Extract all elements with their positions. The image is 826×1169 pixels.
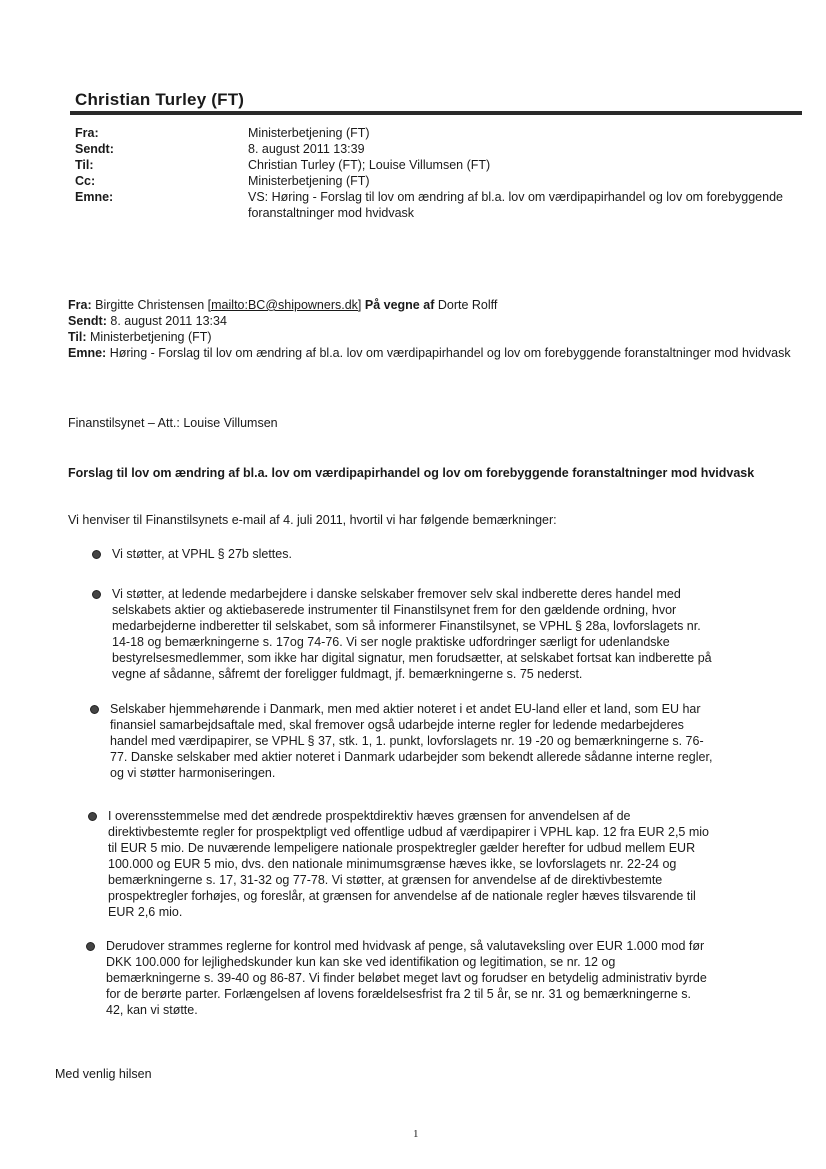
bullet-dot-icon: [90, 705, 99, 714]
fwd-sendt-value: 8. august 2011 13:34: [110, 314, 227, 328]
fwd-emne-line: [68, 345, 798, 361]
fwd-sendt-label: Sendt:: [68, 314, 107, 328]
subject-heading: Forslag til lov om ændring af bl.a. lov om værdipapirhandel og lov om forebyggende foranstaltninger mod hvidvask: [68, 466, 755, 480]
sender-name: Christian Turley (FT): [75, 90, 245, 109]
emne-label: Emne:: [75, 190, 114, 204]
bullet-dot-icon: [88, 812, 97, 821]
forwarded-header: [68, 297, 798, 361]
til-label: Til:: [75, 158, 94, 172]
fwd-fra-line: [68, 297, 798, 313]
bullet-text: Vi støtter, at VPHL § 27b slettes.: [112, 547, 292, 561]
fwd-on-behalf-label: På vegne af: [364, 298, 435, 312]
fwd-email-link[interactable]: [mailto:BC@shipowners.dk]: [207, 298, 362, 312]
fra-label: Fra:: [75, 126, 99, 140]
fwd-sendt-line: [68, 313, 798, 329]
bullet-text: Vi støtter, at ledende medarbejdere i danske selskaber fremover selv skal indberette deres handel med selskabets aktier og aktiebaserede instrumenter til Finanstilsynet frem for den gældende ordning, hvor medarbejderne indberetter til selskabet, som så informerer Finanstilsynet, se VPHL § 28a, lovforslagets nr. 14-18 og bemærkningerne s. 17og 74-76. Vi ser nogle praktiske udfordringer særligt for udenlandske bestyrelsesmedlemmer, som ikke har digital signatur, men forudsætter, at selskabet fortsat kan indberette på vegne af sådanne, såfremt der foreligger fuldmagt, jf. bemærkningerne s. 75 nederst.: [112, 587, 712, 681]
cc-value: Ministerbetjening (FT): [248, 174, 370, 188]
fwd-til-line: [68, 329, 798, 345]
bullet-text: I overensstemmelse med det ændrede prospektdirektiv hæves grænsen for anvendelsen af de direktivbestemte regler for prospektpligt ved offentlige udbud af værdipapirer i VPHL kap. 12 fra EUR 2,5 mio til EUR 5 mio. De nuværende lempeligere nationale prospektregler gælder herefter for udbud mellem EUR 100.000 og EUR 5 mio, dvs. den nationale minimumsgrænse hæves ikke, se lovforslagets nr. 22-24 og bemærkningerne s. 17, 31-32 og 77-78. Vi støtter, at grænsen for anvendelse af de direktivbestemte prospektregler forhøjes, og foreslår, at grænsen for anvendelse af de nationale regler hæves tilsvarende til EUR 2,6 mio.: [108, 809, 710, 919]
bullet-dot-icon: [86, 942, 95, 951]
til-value: Christian Turley (FT); Louise Villumsen (FT): [248, 158, 491, 172]
fwd-on-behalf: Dorte Rolff: [437, 298, 498, 312]
sendt-label: Sendt:: [75, 142, 114, 156]
page-number: 1: [413, 1128, 419, 1140]
bullet-text: Selskaber hjemmehørende i Danmark, men med aktier noteret i et andet EU-land eller et land, som EU har finansiel samarbejdsaftale med, skal fremover også udarbejde interne regler for ledende medarbejderes handel med værdipapirer, se VPHL § 37, stk. 1, 1. punkt, lovforslagets nr. 19 -20 og bemærkningerne s. 76- 77. Danske selskaber med aktier noteret i Danmark udarbejder som bekendt allerede sådanne interne regler, og vi støtter harmoniseringen.: [110, 702, 713, 780]
fwd-emne-label: Emne:: [68, 346, 107, 360]
emne-value: VS: Høring - Forslag til lov om ændring af bl.a. lov om værdipapirhandel og lov om forebyggende foranstaltninger mod hvidvask: [248, 190, 783, 220]
closing-greeting: Med venlig hilsen: [55, 1067, 152, 1081]
bullet-text: Derudover strammes reglerne for kontrol med hvidvask af penge, så valutaveksling over EUR 1.000 mod før DKK 100.000 for lejlighedskunder kun kan ske ved identifikation og legitimation, se nr. 12 og bemærkningerne s. 39-40 og 86-87. Vi finder beløbet meget lavt og forudser en betydelig administrativ byrde for de berørte parter. Forlængelsen af lovens forældelsesfrist fra 2 til 5 år, se nr. 31 og bemærkningerne s. 42, kan vi støtte.: [106, 939, 707, 1017]
fwd-til-label: Til:: [68, 330, 87, 344]
fwd-fra-label: Fra:: [68, 298, 92, 312]
intro-paragraph: Vi henviser til Finanstilsynets e-mail af 4. juli 2011, hvortil vi har følgende bemærkninger:: [68, 513, 557, 527]
attention-line: Finanstilsynet – Att.: Louise Villumsen: [68, 416, 278, 430]
fwd-fra-name: Birgitte Christensen: [95, 298, 205, 312]
cc-label: Cc:: [75, 174, 96, 188]
fwd-til-value: Ministerbetjening (FT): [90, 330, 212, 344]
fwd-emne-value: Høring - Forslag til lov om ændring af bl.a. lov om værdipapirhandel og lov om forebyggende foranstaltninger mod hvidvask: [109, 346, 791, 360]
header-rule: [70, 111, 802, 115]
bullet-dot-icon: [92, 550, 101, 559]
bullet-dot-icon: [92, 590, 101, 599]
sendt-value: 8. august 2011 13:39: [248, 142, 365, 156]
fra-value: Ministerbetjening (FT): [248, 126, 370, 140]
